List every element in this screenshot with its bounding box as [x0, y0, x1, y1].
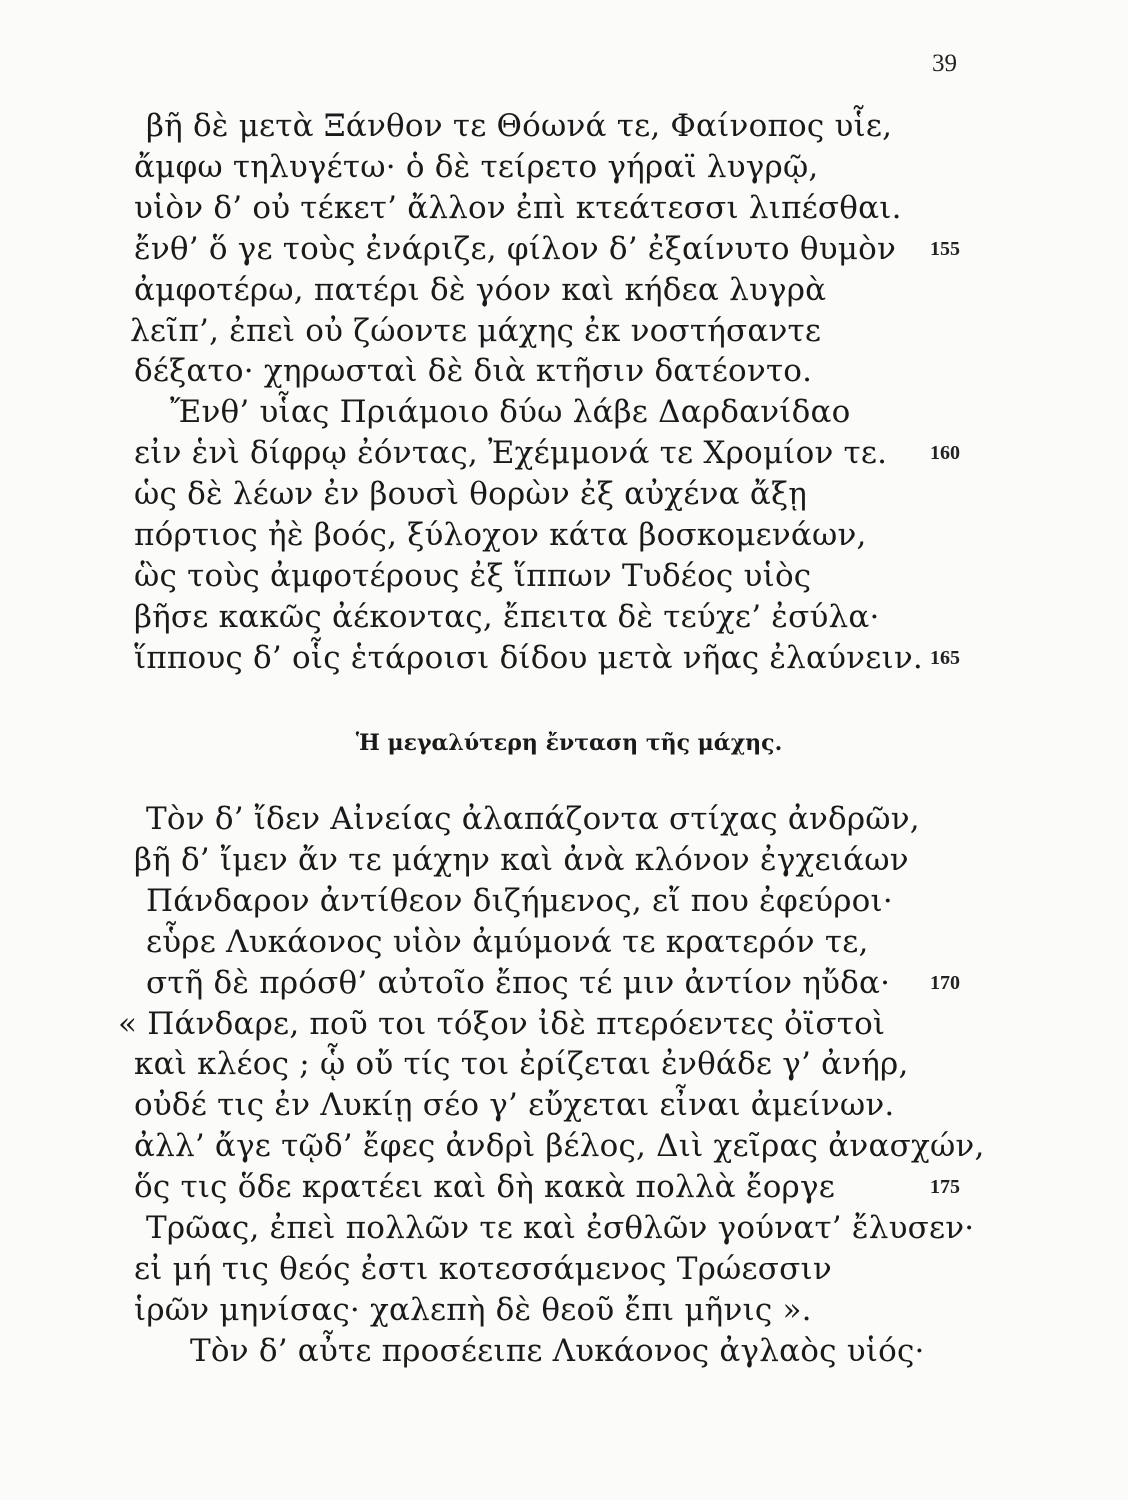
verse-line: Ἔνθ’ υἷας Πριάμοιο δύω λάβε Δαρδανίδαο: [170, 394, 851, 431]
verse-line: ὣς τοὺς ἀμφοτέρους ἐξ ἵππων Τυδέος υἱὸς: [134, 557, 812, 594]
verse-line: « Πάνδαρε, ποῦ τοι τόξον ἰδὲ πτερόεντες ὀϊστοὶ: [118, 1005, 886, 1042]
verse-line: βῆ δ’ ἴμεν ἄν τε μάχην καὶ ἀνὰ κλόνον ἐγχειάων: [134, 841, 909, 878]
line-number: 170: [930, 971, 960, 994]
verse-line: εἰν ἑνὶ δίφρῳ ἐόντας, Ἐχέμμονά τε Χρομίον τε.: [134, 435, 888, 472]
verse-line: ἔνθ’ ὅ γε τοὺς ἐνάριζε, φίλον δ’ ἐξαίνυτο θυμὸν: [134, 230, 897, 267]
line-number: 165: [930, 646, 960, 669]
page-number: 39: [932, 50, 957, 77]
line-number: 155: [930, 237, 960, 260]
verse-line: εἰ μή τις θεός ἐστι κοτεσσάμενος Τρώεσσιν: [134, 1250, 832, 1287]
verse-line: δέξατο· χηρωσταὶ δὲ διὰ κτῆσιν δατέοντο.: [134, 353, 813, 390]
verse-line: ὡς δὲ λέων ἐν βουσὶ θορὼν ἐξ αὐχένα ἄξῃ: [134, 476, 807, 513]
verse-line: Πάνδαρον ἀντίθεον διζήμενος, εἴ που ἐφεύροι·: [146, 882, 893, 919]
line-number: 175: [930, 1176, 960, 1199]
verse-line: υἱὸν δ’ οὐ τέκετ’ ἄλλον ἐπὶ κτεάτεσσι λιπέσθαι.: [134, 189, 902, 226]
verse-line: βῆσε κακῶς ἀέκοντας, ἔπειτα δὲ τεύχε’ ἐσύλα·: [134, 598, 880, 635]
line-number: 160: [930, 442, 960, 465]
verse-line: Τὸν δ’ αὖτε προσέειπε Λυκάονος ἀγλαὸς υἱός·: [190, 1332, 925, 1369]
verse-line: ἄμφω τηλυγέτω· ὁ δὲ τείρετο γήραϊ λυγρῷ,: [134, 148, 819, 185]
verse-line: οὐδέ τις ἐν Λυκίῃ σέο γ’ εὔχεται εἶναι ἀμείνων.: [134, 1087, 895, 1124]
verse-line: ἀλλ’ ἄγε τῷδ’ ἔφες ἀνδρὶ βέλος, Διὶ χεῖρας ἀνασχών,: [134, 1128, 985, 1165]
verse-line: Τὸν δ’ ἴδεν Αἰνείας ἀλαπάζοντα στίχας ἀνδρῶν,: [146, 801, 920, 837]
verse-line: βῆ δὲ μετὰ Ξάνθον τε Θόωνά τε, Φαίνοπος υἷε,: [146, 108, 893, 144]
verse-line: ὅς τις ὅδε κρατέει καὶ δὴ κακὰ πολλὰ ἔοργε: [134, 1169, 835, 1206]
verse-line: ἵππους δ’ οἷς ἑτάροισι δίδου μετὰ νῆας ἐλαύνειν.: [134, 639, 923, 676]
verse-line: ἱρῶν μηνίσας· χαλεπὴ δὲ θεοῦ ἔπι μῆνις ».: [134, 1291, 812, 1328]
verse-line: πόρτιος ἠὲ βοός, ξύλοχον κάτα βοσκομενάων,: [134, 517, 867, 553]
verse-line: εὗρε Λυκάονος υἱὸν ἀμύμονά τε κρατερόν τε,: [146, 923, 869, 960]
verse-line: λεῖπ’, ἐπεὶ οὐ ζώοντε μάχης ἐκ νοστήσαντε: [130, 312, 822, 349]
verse-line: στῆ δὲ πρόσθ’ αὐτοῖο ἔπος τέ μιν ἀντίον ηὔδα·: [146, 964, 891, 1001]
verse-line: ἀμφοτέρω, πατέρι δὲ γόον καὶ κήδεα λυγρὰ: [134, 271, 827, 308]
verse-line: Τρῶας, ἐπεὶ πολλῶν τε καὶ ἐσθλῶν γούνατ’ ἔλυσεν·: [146, 1210, 975, 1246]
section-heading: Ἡ μεγαλύτερη ἔνταση τῆς μάχης.: [355, 730, 783, 756]
verse-line: καὶ κλέος ; ᾧ οὔ τίς τοι ἐρίζεται ἐνθάδε γ’ ἀνήρ,: [134, 1046, 909, 1083]
